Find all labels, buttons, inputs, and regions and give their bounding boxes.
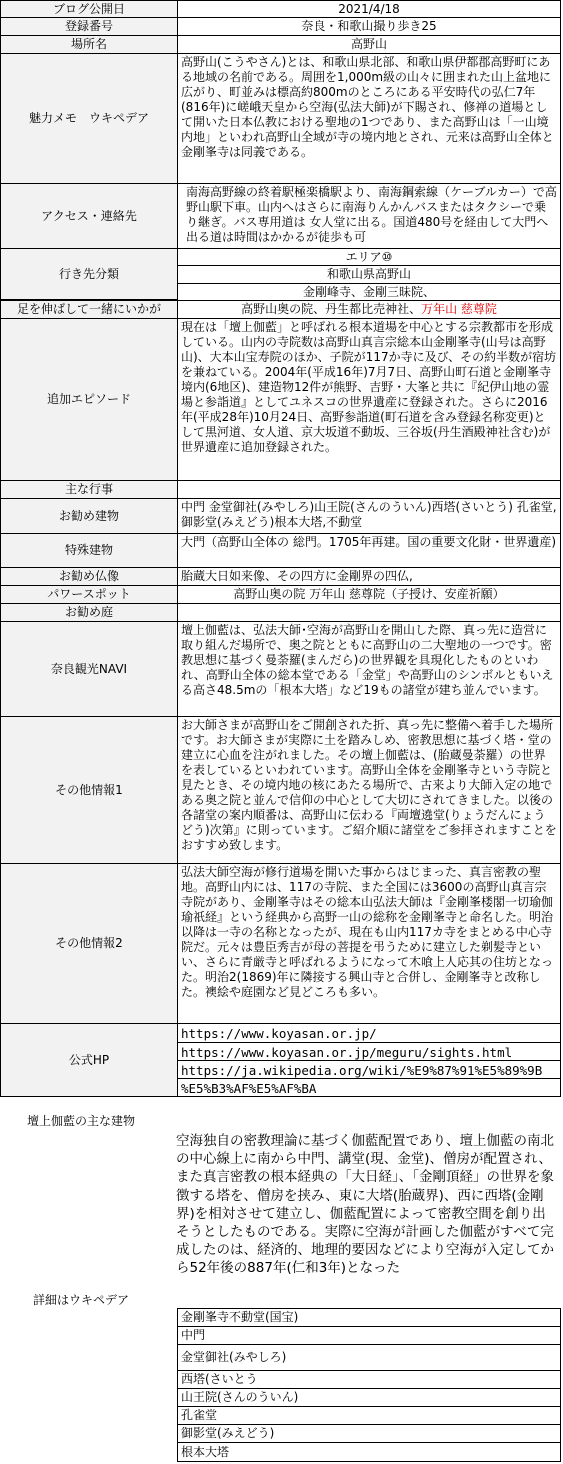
blog-date-label: ブログ公開日 — [0, 0, 178, 18]
extend-trip-label: 足を伸ばして一緒にいかが — [0, 300, 178, 319]
other-info-2-label: その他情報2 — [0, 863, 178, 1024]
extend-trip-places: 高野山奥の院、丹生都比売神社、 — [241, 302, 422, 316]
official-hp-link-3-cont[interactable]: %E5%B3%AF%E5%AF%BA — [177, 1078, 561, 1097]
extend-trip-value — [177, 300, 561, 319]
charm-memo-value: 高野山(こうやさん)とは、和歌山県北部、和歌山県伊都郡高野町にある地域の名前である。周囲を1,000m級の山々に囲まれた山上盆地に広がり、町並みは標高約800mのところにある平安時代の弘仁7年(816年)に嵯峨天皇から空海(弘法大師)が下賜され、修禅の道場として開いた日本仏教における聖地の1つであり、また高野山は「一山境内地」といわれ高野山全域が寺の境内地とされ、元来は高野山全体と金剛峯寺は同義である。 — [177, 53, 561, 184]
garan-description: 空海独自の密教理論に基づく伽藍配置であり、壇上伽藍の南北の中心線上に南から中門、講堂(現、金堂)、僧房が配置され、また真言密教の根本経典の「大日経」、「金剛頂経」の世界を象徴する塔を、僧房を挟み、東に大塔(胎蔵界)、西に西塔(金剛界)を相対させて建立し、伽藍配置によって密教空間を創り出そうとしたものである。実際に空海が計画した伽藍がすべて完成したのは、経済的、地理的要因などにより空海が入定してから52年後の887年(仁和3年)となった — [176, 1133, 554, 1277]
official-hp-link-3[interactable]: https://ja.wikipedia.org/wiki/%E9%87%91%E5%89%9B — [177, 1060, 561, 1079]
episode-label: 追加エピソード — [0, 318, 178, 481]
destination-label: 行き先分類 — [0, 248, 178, 300]
building-list-item: 山王院(さんのういん) — [177, 1388, 561, 1407]
destination-area: エリア⑩ — [177, 248, 561, 266]
charm-memo-label: 魅力メモ ウキペデア — [0, 53, 178, 184]
access-value: 南海高野線の終着駅極楽橋駅より、南海鋼索線（ケーブルカー）で高野山駅下車。山内へはさらに南海りんかんバスまたはタクシーで乗り継ぎ。バス専用道は 女人堂に出る。国道480号を経由して大門へ出る道は時間はかかるが徒歩も可 — [177, 183, 561, 249]
nara-navi-label: 奈良観光NAVI — [0, 621, 178, 717]
events-label: 主な行事 — [0, 480, 178, 499]
building-list-item: 孔雀堂 — [177, 1406, 561, 1425]
power-spot-value: 高野山奥の院 万年山 慈尊院（子授け、安産祈願） — [177, 585, 561, 604]
building-list-item: 金剛峯寺不動堂(国宝) — [177, 1308, 561, 1327]
buildings-label: お勧め建物 — [0, 498, 178, 534]
building-list-item: 西塔(さいとう — [177, 1370, 561, 1389]
official-hp-link-1[interactable]: https://www.koyasan.or.jp/ — [177, 1023, 561, 1043]
access-label: アクセス・連絡先 — [0, 183, 178, 249]
blog-date-value: 2021/4/18 — [177, 0, 561, 18]
episode-value: 現在は「壇上伽藍」と呼ばれる根本道場を中心とする宗教都市を形成している。山内の寺院数は高野山真言宗総本山金剛峯寺(山号は高野山)、大本山宝寿院のほか、子院が117か寺に及び、その約半数が宿坊を兼ねている。2004年(平成16年)7月7日、高野山町石道と金剛峯寺境内(6地区)、建造物12件が熊野、吉野・大峯と共に『紀伊山地の霊場と参詣道』としてユネスコの世界遺産に登録された。さらに2016年(平成28年)10月24日、高野参詣道(町石道を含み登録名称変更)として黒河道、女人道、京大坂道不動坂、三谷坂(丹生酒殿神社含む)が世界遺産に追加登録された。 — [177, 318, 561, 481]
building-list-item: 金堂御社(みやしろ) — [177, 1344, 561, 1371]
other-info-2-value: 弘法大師空海が修行道場を開いた事からはじまった、真言密教の聖地。高野山内には、117の寺院、また全国には3600の高野山真言宗寺院があり、金剛峯寺はその総本山弘法大師は『金剛峯楼閣一切瑜伽瑜祇経』という経典から高野一山の総称を金剛峯寺と命名した。明治以降は一寺の名称となったが、現在も山内117カ寺をまとめる中心寺院だ。元々は豊臣秀吉が母の菩提を弔うために建立した剃髪寺といい、さらに青厳寺と呼ばれるようになって木喰上人応其の住坊となった。明治2(1869)年に隣接する興山寺と合併し、金剛峯寺と改称した。襖絵や庭園など見どころも多い。 — [177, 863, 561, 1024]
official-hp-label: 公式HP — [0, 1023, 178, 1097]
buddha-statues-label: お勧め仏像 — [0, 567, 178, 586]
garan-heading: 壇上伽藍の主な建物 — [27, 1114, 136, 1128]
building-list-item: 根本大塔 — [177, 1442, 561, 1462]
events-value — [177, 480, 561, 499]
building-list-item: 中門 — [177, 1326, 561, 1345]
place-value: 高野山 — [177, 35, 561, 54]
buildings-value: 中門 金堂御社(みやしろ)山王院(さんのういん)西塔(さいとう) 孔雀堂,御影堂(みえどう)根本大塔,不動堂 — [177, 498, 561, 534]
detail-wikipedia-label: 詳細はウキペデア — [33, 1292, 130, 1307]
buddha-statues-value: 胎蔵大日如来像、その四方に金剛界の四仏, — [177, 567, 561, 586]
special-buildings-value: 大門（高野山全体の 総門。1705年再建。国の重要文化財・世界遺産) — [177, 533, 561, 568]
extend-trip-highlight: 万年山 慈尊院 — [421, 302, 497, 316]
destination-temples: 金剛峰寺、金剛三昧院、 — [177, 283, 561, 301]
official-hp-link-2[interactable]: https://www.koyasan.or.jp/meguru/sights.html — [177, 1042, 561, 1061]
other-info-1-label: その他情報1 — [0, 716, 178, 864]
garden-label: お勧め庭 — [0, 603, 178, 622]
power-spot-label: パワースポット — [0, 585, 178, 604]
other-info-1-value: お大師さまが高野山をご開創された折、真っ先に整備へ着手した場所です。お大師さまが実際に土を踏みしめ、密教思想に基づく塔・堂の建立に心血を注がれました。その壇上伽藍は、(胎蔵曼荼羅）の世界を表しているといわれています。高野山全体を金剛峯寺という寺院と見たとき、その境内地の核にあたる場所で、古来より大師入定の地である奥之院と並んで信仰の中心として大切にされてきました。以後の各諸堂の案内順番は、高野山に伝わる『両壇遶堂(りょうだんにょうどう)次第』に則っています。ご紹介順に諸堂をご参拝されますことをおすすめ致します。 — [177, 716, 561, 864]
registration-value: 奈良・和歌山撮り歩き25 — [177, 17, 561, 36]
garden-value — [177, 603, 561, 622]
nara-navi-value: 壇上伽藍は、弘法大師･空海が高野山を開山した際、真っ先に造営に取り組んだ場所で、奥之院とともに高野山の二大聖地の一つです。密教思想に基づく曼荼羅(まんだら)の世界観を具現化したものといわれ、高野山全体の総本堂である「金堂」や高野山のシンボルともいえる高さ48.5mの「根本大塔」など19もの諸堂が建ち並んでいます。 — [177, 621, 561, 717]
registration-label: 登録番号 — [0, 17, 178, 36]
building-list-item: 御影堂(みえどう) — [177, 1424, 561, 1443]
special-buildings-label: 特殊建物 — [0, 533, 178, 568]
destination-prefecture: 和歌山県高野山 — [177, 265, 561, 284]
place-label: 場所名 — [0, 35, 178, 54]
